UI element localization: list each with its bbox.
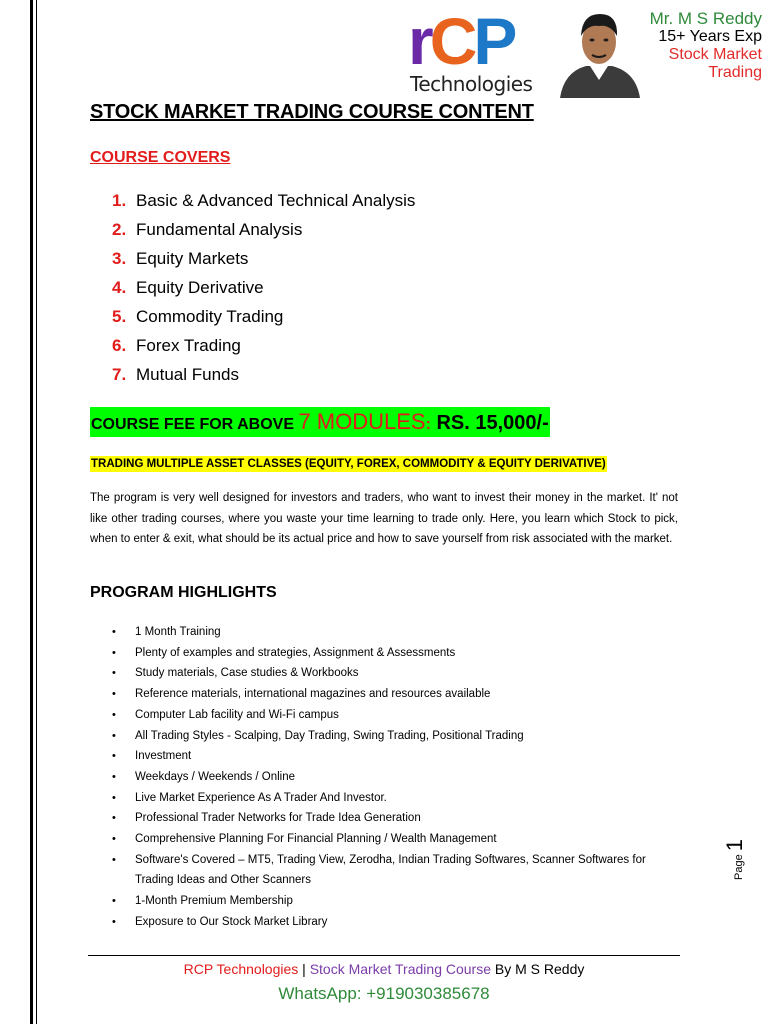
presenter-experience: 15+ Years Exp [658,28,762,45]
highlight-item: • 1 Month Training [112,622,672,643]
module-label: Equity Derivative [136,278,264,297]
module-label: Equity Markets [136,249,249,268]
footer-divider [88,955,680,956]
module-number: 6. [112,336,127,355]
highlight-item: • Comprehensive Planning For Financial Planning / Wealth Management [112,829,672,850]
page-border-inner [36,0,37,1024]
footer-company: RCP Technologies [183,961,299,977]
page-number-value: 1 [722,838,747,852]
module-number: 7. [112,365,127,384]
page-border [30,0,33,1024]
module-item [112,248,415,277]
program-description: The program is very well designed for investors and traders, who want to invest their money in the market. It' not like other trading courses, where you waste your time learning to trade only. Here, you learn which Stock to pick, when to enter & exit, what should be its actual price and how to save yourself from risk associated with the market. [90,492,678,545]
footer-credit [0,961,768,977]
module-item [112,219,415,248]
highlight-item: • Reference materials, international magazines and resources available [112,684,672,705]
module-label: Mutual Funds [136,365,239,384]
highlight-item: • Live Market Experience As A Trader And Investor. [112,788,672,809]
module-number: 5. [112,307,127,326]
highlight-item: • All Trading Styles - Scalping, Day Trading, Swing Trading, Positional Trading [112,726,672,747]
page-title: STOCK MARKET TRADING COURSE CONTENT [90,101,534,123]
module-item [112,335,415,364]
highlight-item: • Software's Covered – MT5, Trading View, Zerodha, Indian Trading Softwares, Scanner Softwares for Trading Ideas and Other Scanners [112,850,672,891]
footer-author: By M S Reddy [491,961,585,977]
header-banner [402,0,768,98]
logo-letter-c: C [429,4,474,78]
footer-whatsapp: WhatsApp: +919030385678 [278,984,490,1003]
module-label: Forex Trading [136,336,241,355]
highlight-item: • Plenty of examples and strategies, Assignment & Assessments [112,643,672,664]
module-item [112,190,415,219]
module-number: 1. [112,191,127,210]
highlight-item: • Study materials, Case studies & Workbooks [112,663,672,684]
highlight-item: • Investment [112,746,672,767]
highlights-list [112,622,672,933]
fee-price: RS. 15,000/- [430,412,549,434]
course-covers-heading: COURSE COVERS [90,149,231,166]
page-label: Page [733,854,745,880]
fee-modules: 7 MODULES [298,409,426,434]
program-highlights-heading: PROGRAM HIGHLIGHTS [90,584,277,601]
module-item [112,277,415,306]
presenter-topic-line1: Stock Market [668,46,762,63]
course-fee-banner [90,407,550,437]
module-item [112,364,415,393]
presenter-bio [622,10,762,82]
module-label: Basic & Advanced Technical Analysis [136,191,416,210]
footer-course: Stock Market Trading Course [309,961,491,977]
fee-prefix: COURSE FEE FOR ABOVE [91,416,299,433]
logo-letters [408,4,514,78]
highlight-item: • Computer Lab facility and Wi-Fi campus [112,705,672,726]
rcp-logo [408,4,553,96]
fee-colon: : [425,416,431,433]
logo-subtitle: Technologies [410,72,533,96]
highlight-item: • Weekdays / Weekends / Online [112,767,672,788]
module-label: Commodity Trading [136,307,284,326]
page-number [722,839,748,880]
highlight-item: • 1-Month Premium Membership [112,891,672,912]
footer-separator: | [298,961,310,977]
logo-letter-r: r [408,4,430,78]
module-number: 2. [112,220,127,239]
module-number: 4. [112,278,127,297]
highlight-item: • Exposure to Our Stock Market Library [112,912,672,933]
presenter-name: Mr. M S Reddy [649,9,762,28]
asset-classes-line: TRADING MULTIPLE ASSET CLASSES (EQUITY, FOREX, COMMODITY & EQUITY DERIVATIVE) [91,458,606,470]
highlight-item: • Professional Trader Networks for Trade Idea Generation [112,808,672,829]
module-label: Fundamental Analysis [136,220,303,239]
logo-letter-p: P [473,4,514,78]
module-number: 3. [112,249,127,268]
module-item [112,306,415,335]
module-list [112,190,415,393]
presenter-topic-line2: Trading [708,64,762,81]
